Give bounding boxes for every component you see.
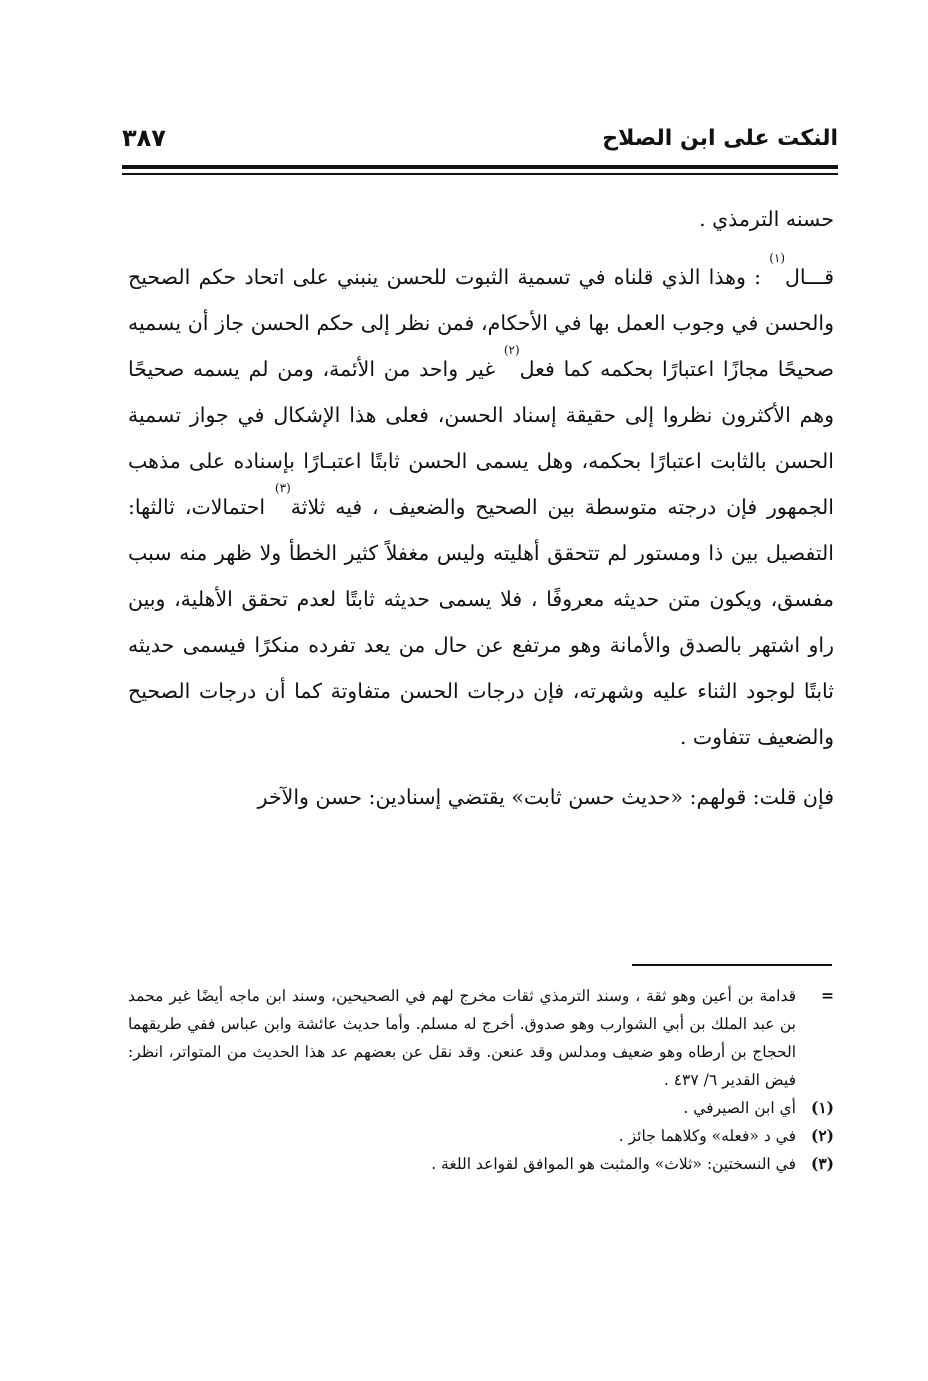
footnote-ref-1: (١) [769, 251, 786, 265]
page-number: ٣٨٧ [122, 124, 166, 152]
text-run: قـــال [785, 265, 834, 289]
page-header [122, 120, 838, 160]
footnotes [128, 982, 834, 1178]
footnote-separator [632, 964, 832, 966]
footnote-text: في النسختين: «ثلاث» والمثبت هو الموافق لقواعد اللغة . [431, 1155, 796, 1173]
footnote-number: (٢) [810, 1126, 834, 1145]
text-run: غير واحد من الأئمة، ومن لم يسمه صحيحًا وهم الأكثرون نظروا إلى حقيقة إسناد الحسن، فعلى هذا الإشكال في جواز تسمية الحسن بالثابت اعتبارًا بحكمه، وهل يسمى الحسن ثابتًا اعتبـارًا بإسناده على مذهب الجمهور فإن درجته متوسطة بين الصحيح والضعيف ، فيه ثلاثة [128, 357, 834, 519]
paragraph-main [128, 251, 835, 760]
paragraph-opening: حسنه الترمذي . [699, 207, 834, 231]
continuation-mark: = [821, 986, 834, 1005]
footnote-continuation [128, 982, 834, 1094]
footnote-ref-3: (٣) [274, 481, 291, 495]
footnote-text: قدامة بن أعين وهو ثقة ، وسند الترمذي ثقات مخرج لهم في الصحيحين، وسند ابن ماجه أيضًا غير محمد بن عبد الملك بن أبي الشوارب وهو صدوق. أخرج له مسلم. وأما حديث عائشة وابن عباس ففي طريقهما الحجاج بن أرطاه وهو ضعيف ومدلس وقد عنعن. وقد نقل عن بعضهم عد هذا الحديث من المتواتر، انظر: فيض القدير ٦/ ٤٣٧ . [128, 987, 796, 1089]
main-text [128, 196, 834, 820]
footnote-number: (١) [810, 1098, 834, 1117]
footnote-ref-2: (٢) [503, 343, 520, 357]
text-run: احتمالات، ثالثها: التفصيل بين ذا ومستور لم تتحقق أهليته وليس مغفلاً كثير الخطأ ولا ظهر منه سبب مفسق، ويكون متن حديثه معروفًا ، فلا يسمى حديثه ثابتًا لعدم تحقق الأهلية، وبين راو اشتهر بالصدق والأمانة وهو مرتفع عن حال من يعد تفرده منكرًا فيسمى حديثه ثابتًا لوجود الثناء عليه وشهرته، فإن درجات الحسن متفاوتة كما أن درجات الصحيح والضعيف تتفاوت . [128, 495, 834, 749]
footnote-item [128, 1150, 834, 1178]
footnote-text: في د «فعله» وكلاهما جائز . [618, 1127, 796, 1145]
running-title: النكت على ابن الصلاح [602, 126, 838, 151]
header-rule-thin [122, 173, 838, 175]
text-run: : وهذا الذي قلناه في تسمية الثبوت للحسن ينبني على اتحاد حكم الصحيح والحسن في وجوب العمل بها في الأحكام، فمن نظر إلى حكم الحسن جاز أن يسميه صحيحًا مجازًا اعتبارًا بحكمه كما فعل [128, 265, 835, 381]
footnote-text: أي ابن الصيرفي . [683, 1099, 796, 1117]
footnote-item [128, 1094, 834, 1122]
paragraph-question: فإن قلت: قولهم: «حديث حسن ثابت» يقتضي إسنادين: حسن والآخر [257, 785, 834, 809]
footnote-number: (٣) [810, 1154, 834, 1173]
header-rule-thick [122, 165, 838, 169]
footnote-item [128, 1122, 834, 1150]
